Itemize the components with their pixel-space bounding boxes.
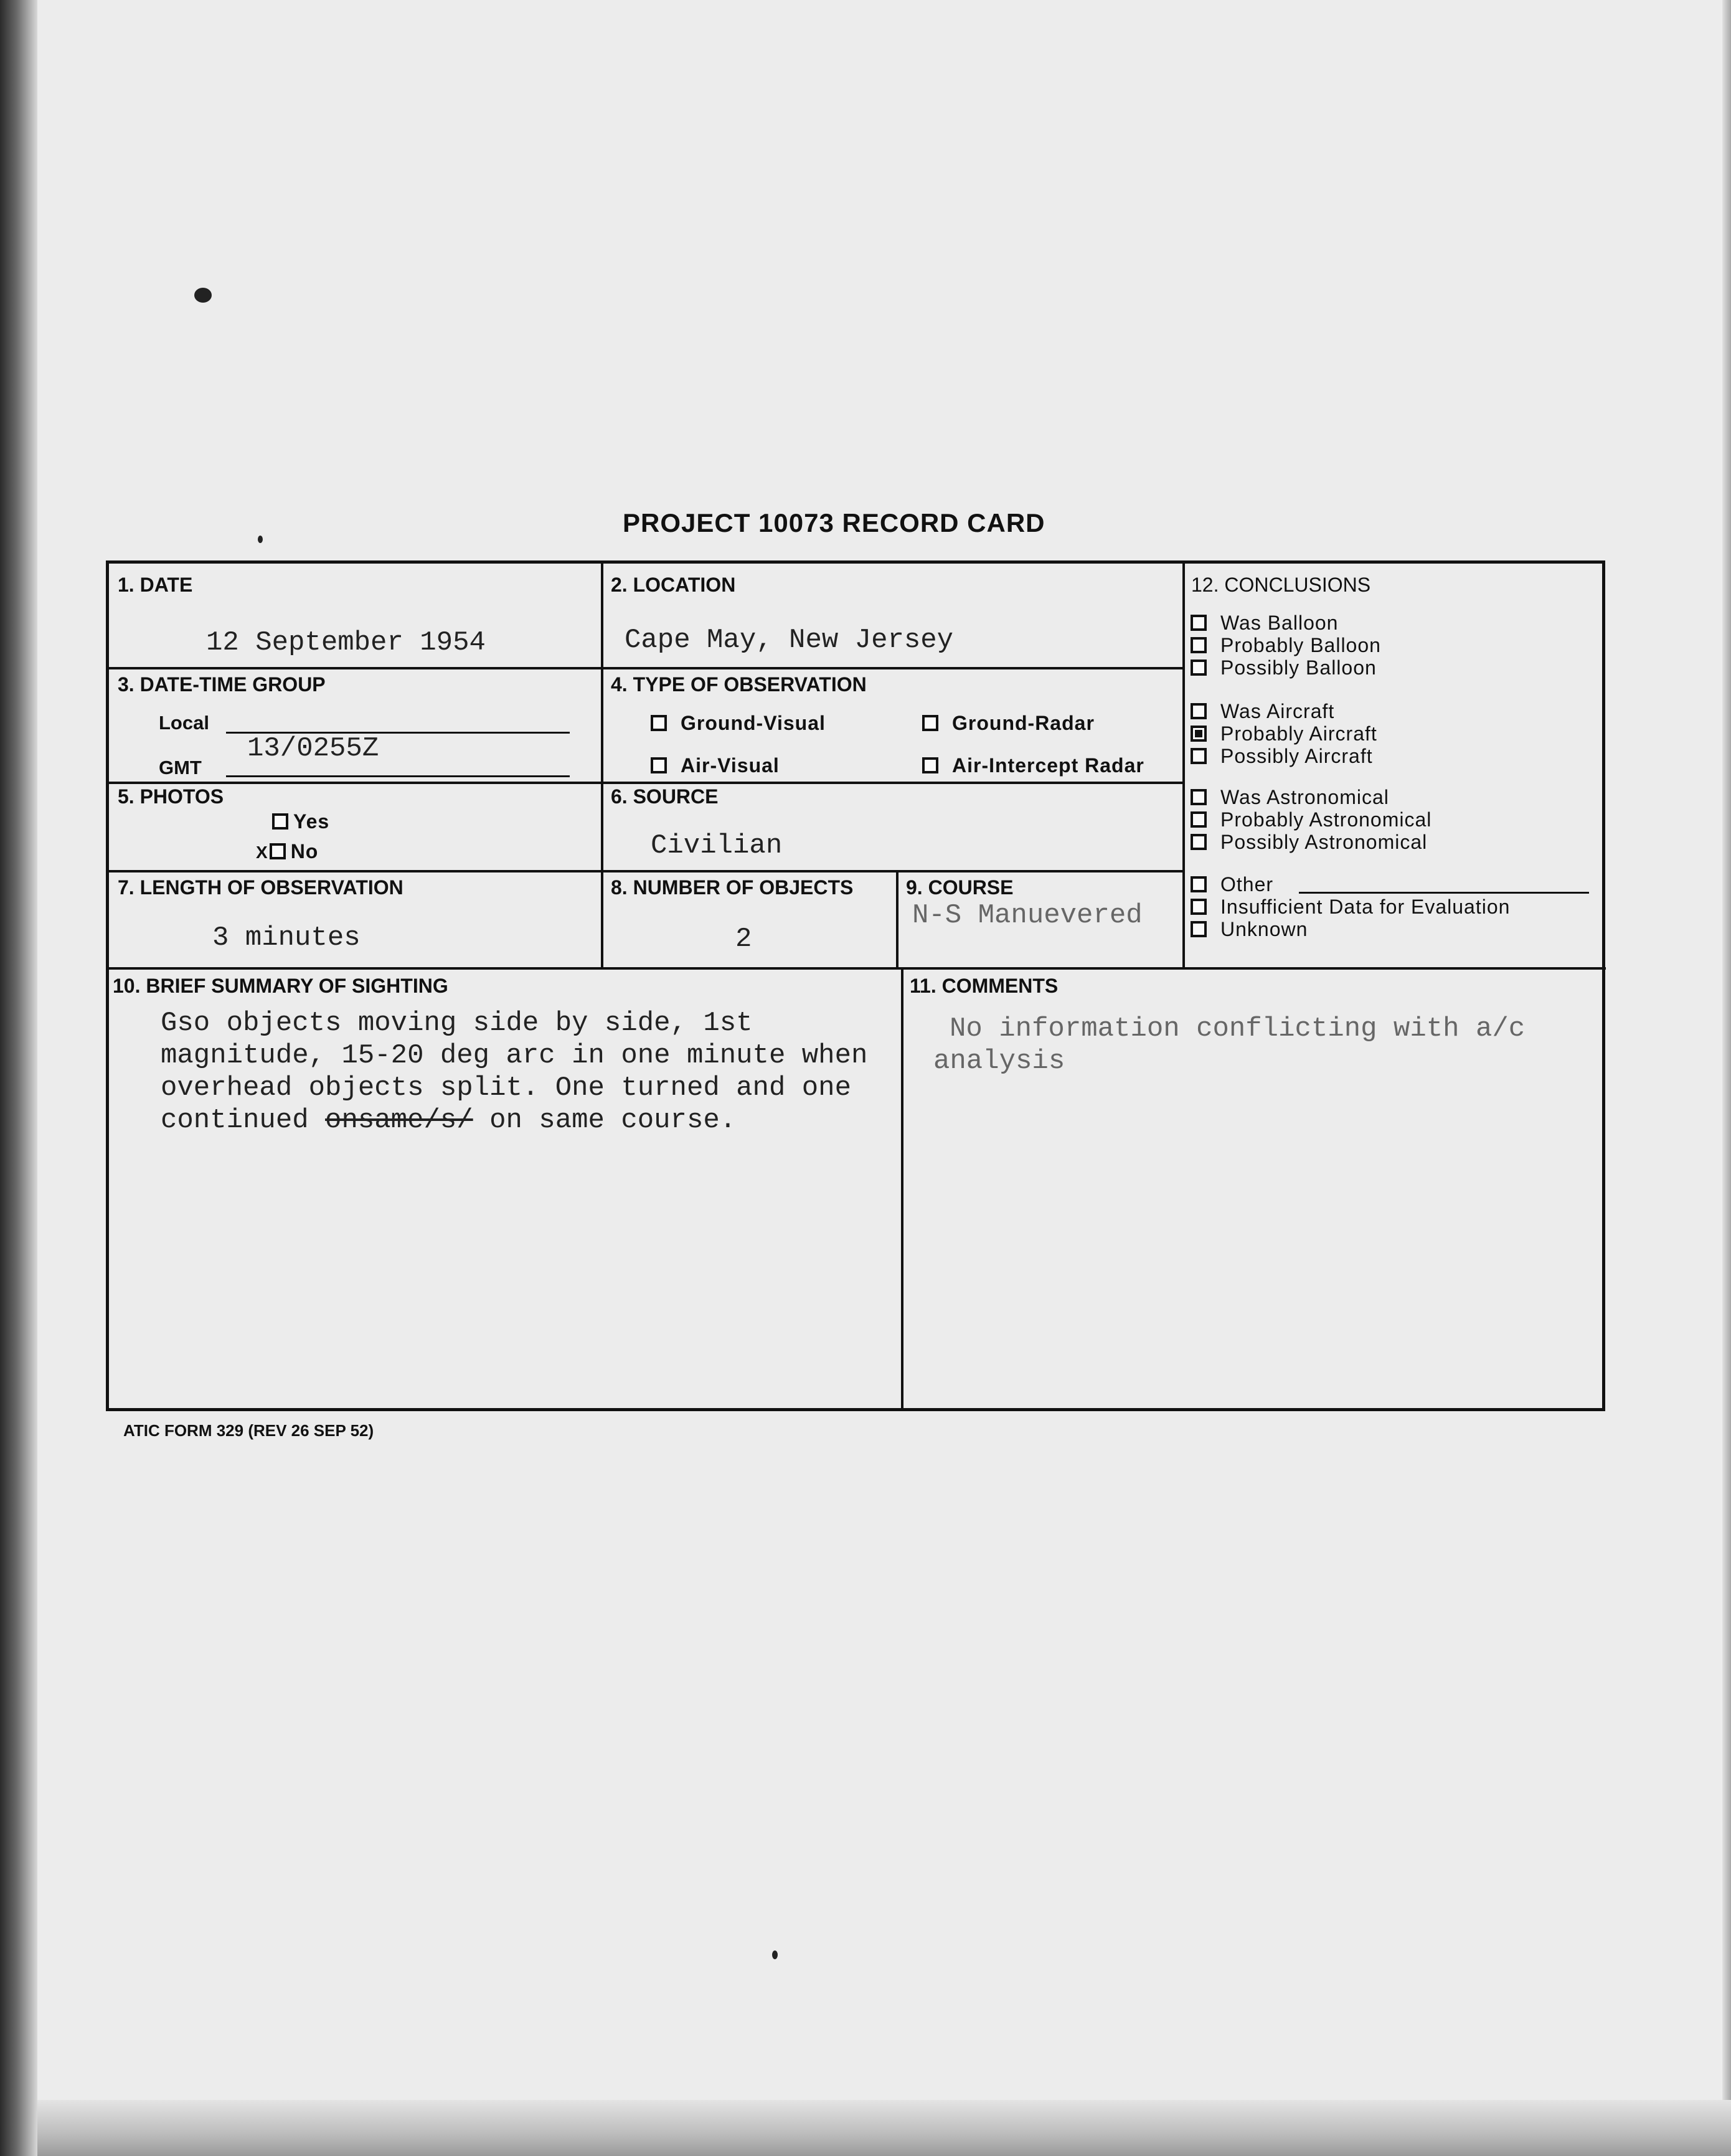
conclusion-insufficient-data[interactable]: Insufficient Data for Evaluation (1191, 896, 1510, 919)
checkbox-probably-balloon[interactable] (1191, 637, 1207, 653)
conclusion-other[interactable]: Other (1191, 873, 1273, 896)
comments-label: 11. COMMENTS (910, 975, 1059, 997)
conclusion-possibly-aircraft[interactable]: Possibly Aircraft (1191, 745, 1373, 768)
gmt-value: 13/0255Z (247, 733, 379, 764)
course-label: 9. COURSE (906, 876, 1014, 899)
gmt-label: GMT (159, 757, 202, 778)
conclusion-probably-aircraft[interactable]: Probably Aircraft (1191, 722, 1377, 745)
checkbox-was-aircraft[interactable] (1191, 703, 1207, 719)
photos-option-no[interactable]: X No (256, 840, 319, 863)
checkbox-insufficient-data[interactable] (1191, 899, 1207, 915)
photos-option-yes[interactable]: Yes (272, 810, 329, 833)
divider-col1 (601, 564, 603, 967)
scan-edge-bottom (37, 2100, 1731, 2156)
checkbox-ground-visual[interactable] (651, 715, 667, 731)
divider-col2 (896, 870, 899, 967)
other-underline (1299, 892, 1589, 894)
option-ground-radar[interactable]: Ground-Radar (922, 712, 1095, 735)
checkbox-was-balloon[interactable] (1191, 615, 1207, 631)
conclusion-possibly-balloon[interactable]: Possibly Balloon (1191, 656, 1377, 679)
conclusion-probably-astronomical[interactable]: Probably Astronomical (1191, 808, 1431, 831)
length-value: 3 minutes (212, 922, 361, 953)
divider-row4 (109, 967, 1606, 970)
checkbox-possibly-astronomical[interactable] (1191, 834, 1207, 850)
struck-text: onsame/s/ (325, 1105, 473, 1136)
summary-line: Gso objects moving side by side, 1st (161, 1008, 753, 1039)
gmt-underline (226, 775, 570, 777)
no-mark: X (256, 843, 268, 862)
option-air-intercept-radar[interactable]: Air-Intercept Radar (922, 754, 1144, 777)
comments-line: No information conflicting with a/c (950, 1013, 1526, 1044)
date-label: 1. DATE (118, 574, 193, 596)
divider-row1 (109, 667, 1185, 669)
date-value: 12 September 1954 (206, 627, 486, 658)
number-objects-value: 2 (735, 924, 752, 955)
summary-line: overhead objects split. One turned and one (161, 1072, 851, 1104)
number-objects-label: 8. NUMBER OF OBJECTS (611, 876, 854, 899)
observation-type-label: 4. TYPE OF OBSERVATION (611, 673, 867, 696)
source-value: Civilian (651, 830, 783, 861)
course-value: N-S Manuevered (912, 900, 1143, 931)
form-number: ATIC FORM 329 (REV 26 SEP 52) (123, 1421, 374, 1440)
checkbox-air-visual[interactable] (651, 757, 667, 773)
checkbox-unknown[interactable] (1191, 921, 1207, 937)
location-value: Cape May, New Jersey (625, 625, 954, 656)
local-label: Local (159, 712, 209, 734)
scan-speck (258, 536, 263, 543)
checkbox-photos-no[interactable] (270, 843, 286, 859)
conclusion-was-astronomical[interactable]: Was Astronomical (1191, 786, 1389, 809)
checkbox-ground-radar[interactable] (922, 715, 938, 731)
divider-row2 (109, 782, 1185, 784)
conclusions-label: 12. CONCLUSIONS (1191, 574, 1371, 596)
option-ground-visual[interactable]: Ground-Visual (651, 712, 826, 735)
scan-edge-left (0, 0, 37, 2156)
option-air-visual[interactable]: Air-Visual (651, 754, 780, 777)
divider-col3 (1182, 564, 1185, 967)
scan-speck (194, 288, 212, 303)
conclusion-possibly-astronomical[interactable]: Possibly Astronomical (1191, 831, 1427, 854)
summary-label: 10. BRIEF SUMMARY OF SIGHTING (113, 975, 448, 997)
scan-edge-right (1722, 0, 1731, 2156)
conclusion-probably-balloon[interactable]: Probably Balloon (1191, 634, 1381, 657)
summary-line-last: continued onsame/s/ on same course. (161, 1105, 737, 1136)
checkbox-was-astronomical[interactable] (1191, 789, 1207, 805)
location-label: 2. LOCATION (611, 574, 736, 596)
source-label: 6. SOURCE (611, 785, 719, 808)
checkbox-other[interactable] (1191, 876, 1207, 892)
checkbox-probably-aircraft[interactable] (1191, 726, 1207, 742)
comments-line: analysis (933, 1046, 1065, 1077)
divider-row3 (109, 870, 1185, 872)
conclusion-unknown[interactable]: Unknown (1191, 918, 1308, 941)
date-time-group-label: 3. DATE-TIME GROUP (118, 673, 326, 696)
photos-label: 5. PHOTOS (118, 785, 224, 808)
checkbox-possibly-balloon[interactable] (1191, 660, 1207, 676)
length-label: 7. LENGTH OF OBSERVATION (118, 876, 403, 899)
conclusion-was-aircraft[interactable]: Was Aircraft (1191, 700, 1334, 723)
conclusion-was-balloon[interactable]: Was Balloon (1191, 612, 1338, 635)
summary-line: magnitude, 15-20 deg arc in one minute when (161, 1040, 868, 1071)
checkbox-photos-yes[interactable] (272, 813, 288, 830)
checkbox-possibly-aircraft[interactable] (1191, 748, 1207, 764)
scan-speck (772, 1950, 778, 1959)
divider-col4 (901, 967, 903, 1411)
checkbox-air-intercept-radar[interactable] (922, 757, 938, 773)
checkbox-probably-astronomical[interactable] (1191, 811, 1207, 828)
card-title: PROJECT 10073 RECORD CARD (623, 508, 1045, 537)
record-card-frame (106, 560, 1605, 1411)
